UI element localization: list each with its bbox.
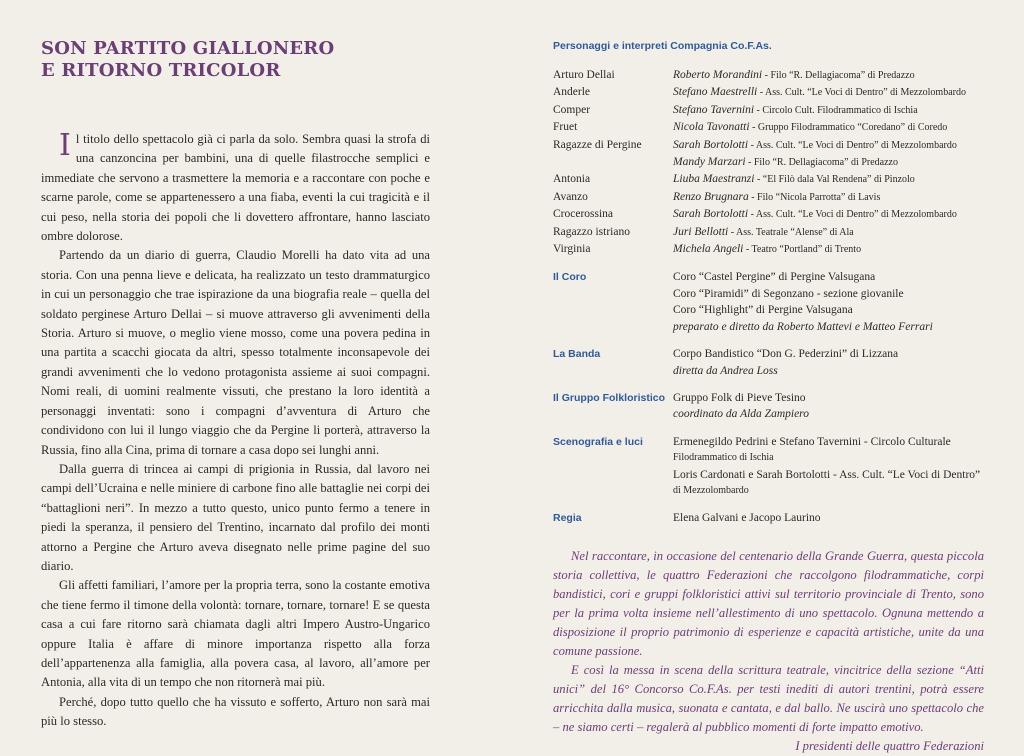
cast-row [553, 137, 984, 172]
actor-name: Mandy Marzari [673, 156, 746, 169]
actor-group: - Ass. Teatrale “Alense” di Ala [728, 226, 854, 238]
actor-name: Sarah Bortolotti [673, 208, 749, 221]
section-label: Regia [553, 512, 582, 525]
section-line: Elena Galvani e Jacopo Laurino [673, 512, 821, 525]
paragraph-5: Perché, dopo tutto quello che ha vissuto e sofferto, Arturo non sarà mai più lo stesso. [41, 694, 430, 729]
section-line: preparato e diretto da Roberto Mattevi e Matteo Ferrari [673, 320, 933, 333]
cast-actors [673, 67, 984, 84]
actor-group: - Ass. Cult. “Le Voci di Dentro” di Mezzolombardo [757, 87, 966, 99]
cast-actors [673, 137, 984, 172]
section-line: Coro “Castel Pergine” di Pergine Valsugana [673, 271, 876, 284]
cast-role: Fruet [553, 121, 578, 134]
cast-heading: Personaggi e interpreti Compagnia Co.F.As. [553, 40, 772, 52]
cast-role: Anderle [553, 86, 591, 99]
cast-role: Comper [553, 103, 591, 116]
title-line-2: E RITORNO TRICOLOR [41, 60, 281, 81]
section-line: Ermenegildo Pedrini e Stefano Tavernini - Circolo Culturale [673, 435, 951, 448]
section-line: Gruppo Folk di Pieve Tesino [673, 391, 806, 404]
actor-line [673, 189, 984, 206]
actor-name: Renzo Brugnara [673, 190, 749, 203]
cast-row [553, 224, 984, 241]
actor-line [673, 206, 984, 223]
actor-group: - Filo “R. Dellagiacoma” di Predazzo [745, 157, 898, 169]
cast-row [553, 206, 984, 223]
paragraph-3: Dalla guerra di trincea ai campi di prigionia in Russia, dal lavoro nei campi dell’Ucraina e nelle miniere di carbone fino alle battaglie nei corpi dei “battaglioni neri”. In mezzo a tutto questo, unico punto fermo a tenere in piedi la speranza, il pensiero del Trentino, incarnato dal profilo dei monti attorno a Pergine che Arturo aveva disegnato nelle prime pagine del suo diario. [41, 461, 430, 573]
closing-note [553, 547, 984, 756]
section-line: Corpo Bandistico “Don G. Pederzini” di Lizzana [673, 348, 899, 361]
actor-group: - Circolo Cult. Filodrammatico di Ischia [754, 104, 918, 116]
section-line: diretta da Andrea Loss [673, 364, 778, 377]
section-label: La Banda [553, 348, 601, 361]
section-lines [673, 269, 984, 335]
actor-group: - Ass. Cult. “Le Voci di Dentro” di Mezzolombardo [748, 209, 957, 221]
title-line-1: SON PARTITO GIALLONERO [41, 38, 335, 59]
actor-line [673, 119, 984, 136]
actor-group: - Filo “R. Dellagiacoma” di Predazzo [762, 70, 915, 81]
section-line: Loris Cardonati e Sarah Bortolotti - Ass. Cult. “Le Voci di Dentro” [673, 468, 981, 481]
right-page [512, 0, 1024, 753]
left-page [0, 0, 512, 729]
drop-cap: I [59, 128, 71, 163]
section-lines [673, 434, 984, 500]
cast-role: Avanzo [553, 190, 588, 203]
cast-row [553, 84, 984, 101]
actor-group: - Teatro “Portland” di Trento [743, 244, 862, 256]
cast-actors [673, 102, 984, 119]
section-lines [673, 390, 984, 423]
actor-group: - Gruppo Filodrammatico “Coredano” di Coredo [749, 122, 948, 134]
cast-row [553, 67, 984, 84]
cast-actors [673, 171, 984, 188]
actor-group: - Filo “Nicola Parrotta” di Lavis [748, 191, 881, 203]
section-lines [673, 346, 984, 379]
section-lines [673, 510, 984, 526]
section-line: di Mezzolombardo [673, 484, 749, 496]
actor-name: Sarah Bortolotti [673, 138, 749, 151]
actor-line [673, 102, 984, 119]
actor-line [673, 241, 984, 258]
actor-name: Roberto Morandini [673, 69, 763, 81]
cast-actors [673, 241, 984, 258]
section-line: coordinato da Alda Zampiero [673, 408, 809, 421]
cast-actors [673, 84, 984, 101]
paragraph-1 [41, 130, 430, 246]
actor-name: Nicola Tavonatti [673, 121, 750, 134]
actor-line [673, 137, 984, 154]
closing-paragraph-1: Nel raccontare, in occasione del centenario della Grande Guerra, questa piccola storia collettiva, le quattro Federazioni che raccolgono filodrammatiche, corpi bandistici, cori e gruppi folkloristici attivi sul territorio provinciale di Trento, sono per la prima volta insieme nell’allestimento di uno spettacolo. Ognuna mettendo a disposizione il proprio patrimonio di esperienze e capacità artistiche, unite da una comune passione. [553, 548, 984, 658]
credits-section [553, 390, 984, 423]
article-body [41, 130, 430, 732]
closing-paragraph-2: E così la messa in scena della scrittura teatrale, vincitrice della sezione “Atti unici” del 16° Concorso Co.F.As. per testi inediti di autori trentini, potrà essere arricchita dalla musica, suonata e cantata, e dal ballo. Ne uscirà uno spettacolo che – ne siamo certi – regalerà al pubblico momenti di forte impatto emotivo. [553, 662, 984, 734]
credits-section [553, 510, 984, 526]
cast-role: Ragazzo istriano [553, 225, 630, 238]
actor-line [673, 154, 984, 171]
cast-role: Ragazze di Pergine [553, 138, 642, 151]
section-label: Scenografia e luci [553, 435, 643, 448]
cast-actors [673, 224, 984, 241]
signature: I presidenti delle quattro Federazioni [795, 738, 984, 753]
actor-name: Michela Angeli [673, 243, 744, 256]
section-line: Coro “Highlight” di Pergine Valsugana [673, 304, 853, 317]
actor-name: Stefano Maestrelli [673, 86, 758, 99]
credits-sections [553, 269, 984, 526]
cast-row [553, 102, 984, 119]
credits-section [553, 346, 984, 379]
actor-name: Juri Bellotti [673, 225, 729, 238]
paragraph-4: Gli affetti familiari, l’amore per la propria terra, sono la costante emotiva che tiene fermo il timone della volontà: tornare, tornare, tornare! E se questa casa a cui fare ritorno sarà chiamata dagli altri Impero Austro-Ungarico oppure Italia è affare di minore importanza rispetto alla forza dell’appartenenza alla famiglia, alla povera casa, al lavoro, all’amore per Antonia, alla vita di un tempo che non ritornerà mai più. [41, 578, 430, 690]
cast-role: Crocerossina [553, 208, 614, 221]
actor-group: - Ass. Cult. “Le Voci di Dentro” di Mezzolombardo [748, 139, 957, 151]
cast-row [553, 171, 984, 188]
credits-section [553, 434, 984, 500]
actor-line [673, 67, 984, 84]
cast-actors [673, 206, 984, 223]
cast-list [553, 67, 984, 258]
cast-actors [673, 189, 984, 206]
paragraph-2: Partendo da un diario di guerra, Claudio Morelli ha dato vita ad una storia. Con una penna lieve e delicata, ha realizzato un testo drammaturgico in cui un personaggio che trae ispirazione da una biografia reale – quella del soldato perginese Arturo Dellai – si muove attraverso gli avvenimenti della Storia. Arturo si muove, o meglio viene mosso, come una povera pedina in una partita a scacchi giocata da altri, spesso totalmente inconsapevole dei grandi avvenimenti che lo vedono protagonista assieme ai suoi compagni. Nomi reali, di uomini realmente vissuti, che prestano la loro identità a personaggi inventati: sono i compagni d’avventura di Arturo che condividono con lui il lungo viaggio che da Pergine li porterà, attraverso la Russia, fino alla Cina, prima di tornare a casa dopo sei lunghi anni. [41, 248, 430, 457]
cast-row [553, 241, 984, 258]
actor-name: Stefano Tavernini [673, 103, 755, 116]
section-label: Il Coro [553, 271, 587, 284]
section-label: Il Gruppo Folkloristico [553, 391, 666, 404]
cast-role: Arturo Dellai [553, 69, 615, 81]
paragraph-1-text: l titolo dello spettacolo già ci parla da solo. Sembra quasi la strofa di una canzoncina per bambini, una di quelle filastrocche semplici e immediate che servono a trasmettere la memoria e a raccontare con poche e scarne parole, come se appartenessero a una fiaba, eventi la cui tragicità e il cui peso, nella storia dei popoli che li dovettero affrontare, hanno lasciato ombre dolorose. [41, 132, 430, 244]
section-line: Coro “Piramidi” di Segonzano - sezione giovanile [673, 287, 904, 300]
actor-name: Liuba Maestranzi [673, 173, 755, 186]
cast-role: Virginia [553, 243, 591, 256]
cast-row [553, 189, 984, 206]
actor-group: - “El Filò dala Val Rendena” di Pinzolo [754, 174, 915, 186]
credits-section [553, 269, 984, 335]
cast-actors [673, 119, 984, 136]
actor-line [673, 84, 984, 101]
actor-line [673, 224, 984, 241]
actor-line [673, 171, 984, 188]
section-line: Filodrammatico di Ischia [673, 452, 774, 464]
page-title [41, 38, 430, 82]
cast-row [553, 119, 984, 136]
cast-role: Antonia [553, 173, 591, 186]
